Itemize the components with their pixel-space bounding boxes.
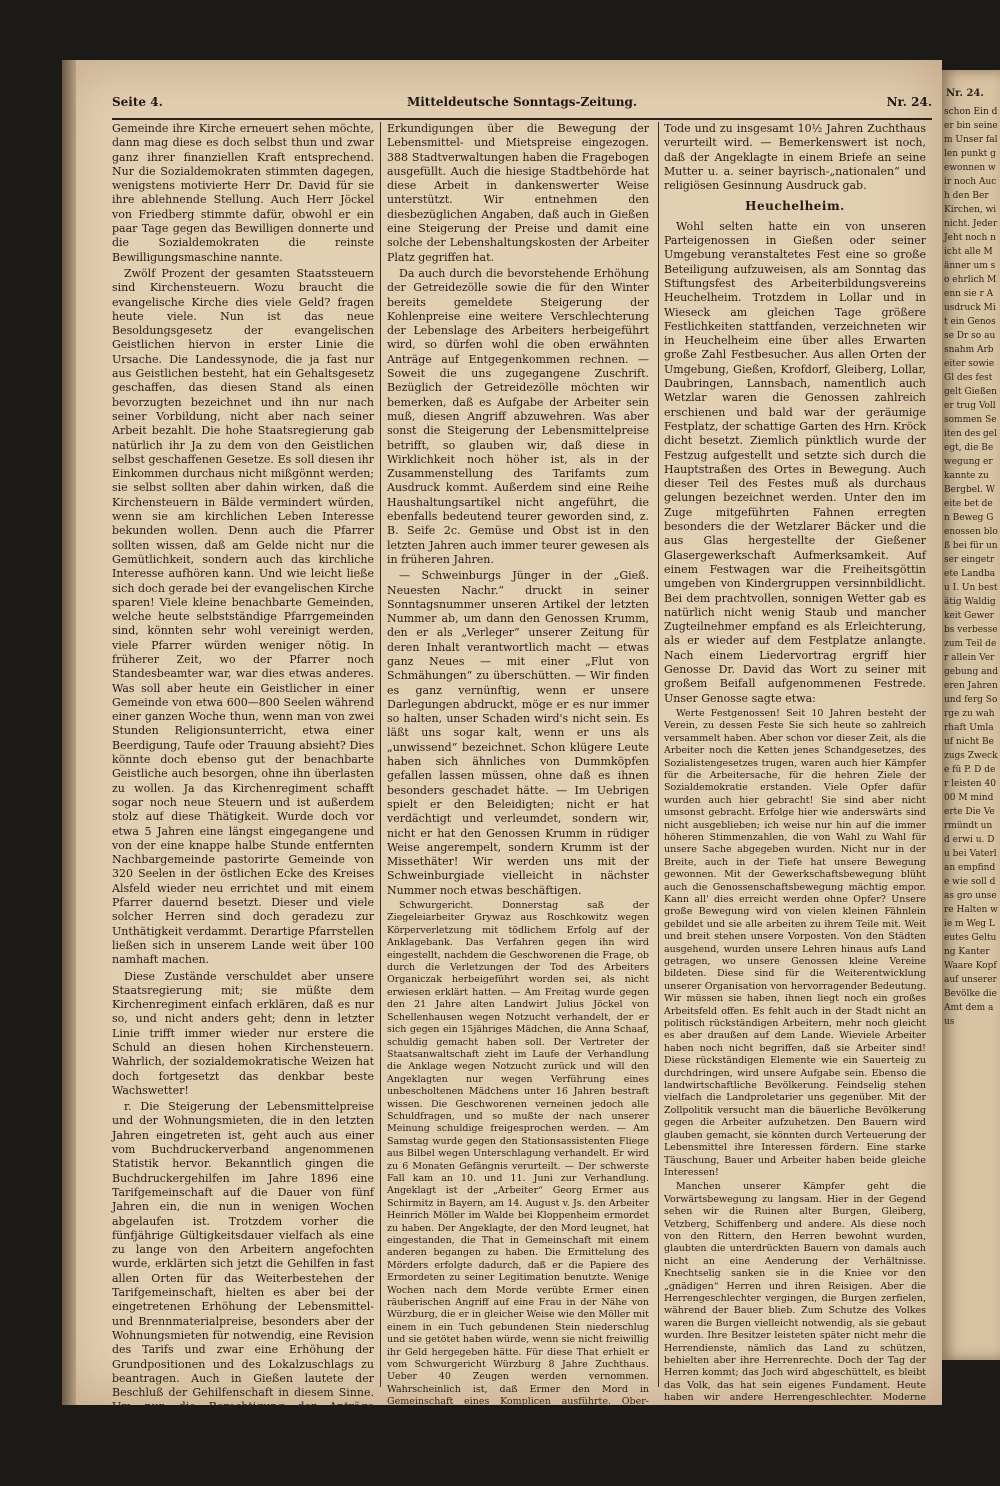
article-paragraph: Da auch durch die bevorstehende Erhöhung der Getreidezölle sowie die für den Winter bereits gemeldete Steigerung der Kohlenpreise eine weitere Verschlechterung der Lebenslage des Arbeiters herbeigeführt wird, so dürfen wohl die oben erwähnten Anträge auf Entgegenkommen rechnen. — Soweit die uns zugegangene Zuschrift. Bezüglich der Getreidezölle möchten wir bemerken, daß es Aufgabe der Arbeiter sein muß, diesen Angriff abzuwehren. Was aber sonst die Steigerung der Lebensmittelpreise betrifft, so glauben wir, daß diese in Wirklichkeit noch höher ist, als in der Zusammenstellung des Tarifamts zum Ausdruck kommt. Außerdem sind eine Reihe Haushaltungsartikel nicht angeführt, die ebenfalls bedeutend teurer geworden sind, z. B. Seife 2c. Gemüse und Obst ist in den letzten Jahren auch immer teurer gewesen als in früheren Jahren. (387, 266, 649, 566)
column-divider (658, 122, 659, 1387)
article-paragraph: Zwölf Prozent der gesamten Staatssteuern sind Kirchensteuern. Wozu braucht die evangelische Kirche dies viele Geld? fragen heute viele. Nun ist das neue Besoldungsgesetz der evangelischen Geistlichen hiervon in erster Linie die Ursache. Die Landessynode, die ja fast nur aus Geistlichen besteht, hat ein Gehaltsgesetz geschaffen, das diesen Stand als einen bevorzugten bezeichnet und ihn nur nach seiner Vorbildung, nicht aber nach seiner Arbeit bezahlt. Die hohe Staatsregierung gab natürlich ihr Ja zu dem von den Geistlichen selbst geschaffenen Gesetze. Es soll diesen ihr Einkommen durchaus nicht mißgönnt werden; sie selbst sollten aber dahin wirken, daß die Kirchensteuern in Bälde vermindert würden, wenn sie am kirchlichen Leben Interesse bekunden wollen. Denn auch die Pfarrer sollten wissen, daß am Gelde nicht nur die Gemütlichkeit, sondern auch das kirchliche Interesse aufhören kann. Und wie leicht ließe sich doch gerade bei der evangelischen Kirche sparen! Viele kleine benachbarte Gemeinden, welche heute selbstständige Pfarrgemeinden sind, könnten sehr wohl vereinigt werden, viele Pfarrer würden weniger nötig. In früherer Zeit, wo der Pfarrer noch Standesbeamter war, war dies etwas anderes. Was soll aber heute ein Geistlicher in einer Gemeinde von etwa 600—800 Seelen während einer ganzen Woche thun, wenn man von zwei Stunden Religionsunterricht, etwa einer Beerdigung, Taufe oder Trauung absieht? Dies könnte doch ebenso gut der benachbarte Geistliche auch besorgen, ohne ihn überlasten zu wollen. Ja das Kirchenregiment schafft sogar noch neue Steuern und ist außerdem stolz auf diese Thätigkeit. Wurde doch vor etwa 5 Jahren eine längst eingegangene und von der eine knappe halbe Stunde entfernten Nachbargemeinde pastorirte Gemeinde von 320 Seelen in der östlichen Ecke des Kreises Alsfeld wieder neu errichtet und mit einem Pfarrer dauernd besetzt. Dieser und viele solcher Herren sind doch geradezu zur Unthätigkeit verdammt. Derartige Pfarrstellen ließen sich in unserem Lande weit über 100 namhaft machen. (112, 266, 374, 967)
article-paragraph: Gemeinde ihre Kirche erneuert sehen möchte, dann mag diese es doch selbst thun und zwar ganz ihrer finanziellen Kraft entsprechend. Nur die Sozialdemokraten stimmten dagegen, wenigstens motivierte Herr Dr. David für sie ihre ablehnende Stellung. Auch Herr Jöckel von Friedberg stimmte dafür, obwohl er ein paar Tage gegen das Bewilligen donnerte und die Sozialdemokraten die reinste Bewilligungsmaschine nannte. (112, 122, 374, 264)
article-paragraph: r. Die Steigerung der Lebensmittelpreise und der Wohnungsmieten, die in den letzten Jahren eingetreten ist, geht auch aus einer vom Buchdruckerverband angenommenen Statistik hervor. Bekanntlich gingen die Buchdruckergehilfen im Jahre 1896 eine Tarifgemeinschaft auf die Dauer von fünf Jahren ein, die nun in wenigen Wochen abgelaufen ist. Trotzdem vorher die fünfjährige Gültigkeitsdauer vielfach als eine zu lange von den Arbeitern angefochten wurde, erklärten sich jetzt die Gehilfen in fast allen Orten für das Weiterbestehen der Tarifgemeinschaft, hielten es aber bei der eingetretenen Erhöhung der Lebensmittel- und Brennmaterialpreise, besonders aber der Wohnungsmieten für notwendig, eine Revision des Tarifs und zwar eine Erhöhung der Grundpositionen und des Lokalzuschlags zu beantragen. Auch in Gießen lautete der Beschluß der Gehilfenschaft in diesem Sinne. Um nun die Berechtigung der Anträge nachprüfen zu können, hat das Tarifamt der deutschen Buchdrucker, das aus Arbeitgebern und Arbeitern besteht, durch Fragebogen, die an etwa 500 Stadtverwaltungen versandt wurden, (112, 1100, 374, 1485)
speech-paragraph: Manchen unserer Kämpfer geht die Vorwärtsbewegung zu langsam. Hier in der Gegend sehen wir die Ruinen alter Burgen, Gleiberg, Vetzberg, Schiffenberg und andere. Als diese noch von den Rittern, den Herren bewohnt wurden, glaubten die unterdrückten Bauern von damals auch nicht an eine Aenderung der Verhältnisse. Knechtselig sanken sie in die Kniee vor den „gnädigen“ Herren und ihren Reisigen. Aber die Herrengeschlechter vergingen, die Burgen zerfielen, während der Bauer blieb. Zum Schutze des Volkes waren die Burgen vielleicht notwendig, als sie gebaut wurden. Ihre Besitzer leisteten später nicht mehr die Herrendienste, nämlich das Land zu schützen, behielten aber ihre Herrenrechte. Doch der Tag der Herren kommt; das Joch wird abgeschüttelt, es bleibt das Volk, das hat sein eigenes Fundament. Heute haben wir andere Herrengeschlechter. Moderne Burgen, die wir abtragen müssen. Wir glauben nicht, daß sie bleiben auch nicht! Und wann schwinden sie? Wenn sie überflüssig geworden sind, wenn das Volk stark genug ist, sich selbst zu leiten. Weil das (664, 1181, 926, 1453)
speech-paragraph: Werte Festgenossen! Seit 10 Jahren besteht der Verein, zu dessen Feste Sie sich heute so zahlreich versammelt haben. Aber schon vor dieser Zeit, als die Arbeiter noch die Ketten jenes Schandgesetzes, des Sozialistengesetzes trugen, waren auch hier Kämpfer für die Arbeitersache, für die hehren Ziele der Sozialdemokratie erstanden. Viele Opfer dafür wurden auch hier gebracht! Sie sind aber nicht umsonst gebracht. Erfolge hier wie anderswärts sind nicht ausgeblieben; ich weise nur hin auf die immer höheren Stimmenzahlen, die von Wahl zu Wahl für unsere Sache abgegeben wurden. Nicht nur in der Breite, auch in der Tiefe hat unsere Bewegung gewonnen. Mit der Gewerkschaftsbewegung blüht auch die Genossenschaftsbewegung mächtig empor. Kann all' dies erreicht werden ohne Opfer? Unsere große Bewegung wird von vielen kleinen Fähnlein gebildet und sie alle arbeiten zu ihrem Teile mit. Weit und breit stehen unsere Vorposten. Von den Städten ausgehend, wurden unsere Lehren hinaus aufs Land getragen, wo unsere Genossen kleine Vereine bildeten. Diese sind für die Weiterentwicklung unserer Organisation von hervorragender Bedeutung. Wir müssen sie haben, ihnen liegt noch ein großes Arbeitsfeld offen. Es fehlt auch in der Stadt nicht an politisch rückständigen Arbeitern, mehr noch gleicht es aber draußen auf dem Lande. Wieviele Arbeiter haben noch nicht begriffen, daß sie Arbeiter sind! Diese rückständigen Elemente wie ein Sauerteig zu durchdringen, wird unsere Aufgabe sein. Ebenso die landwirtschaftliche Bevölkerung. Feindselig stehen vielfach die Landproletarier uns gegenüber. Mit der Zollpolitik versucht man die bäuerliche Bevölkerung gegen die Arbeiter aufzuhetzen. Den Bauern wird glauben gemacht, sie könnten durch Verteuerung der Lebensmittel ihre Interessen fördern. Eine starke Täuschung, Bauer und Arbeiter haben beide gleiche Interessen! (664, 707, 926, 1178)
issue-number: Nr. 24. (886, 95, 932, 109)
column-1 (112, 122, 374, 1485)
article-paragraph: Tode und zu insgesamt 10½ Jahren Zuchthaus verurteilt wird. — Bemerkenswert ist noch, daß der Angeklagte in einem Briefe an seine Mutter u. a. seiner bayrisch-„nationalen“ und religiösen Gesinnung Ausdruck gab. (664, 122, 926, 193)
column-2 (387, 122, 649, 1482)
page-binding (62, 60, 76, 1405)
header-rule (112, 118, 932, 120)
page-number: Seite 4. (112, 95, 163, 109)
adjacent-page-text: schon Ein der bin seinem Unser fallen punkt gewonnen wir noch Auch den Ber Kirchen, wi nicht. Jeder Jeht noch nicht alle Männer um so ehrlich Menn sie r Ausdruck Mit ein Genosse Dr so ausnahm Arbeiter sowie Gl des festgelt Gießener trug Vollsommen Seiten des gelegt, die Bewegung erkannte zu Bergbel. Weite bet den Beweg Genossen bloß bei für unser eingetrete Landbau I. Un bestätig Waldigkeit Gewerbs verbesse zum Teil der allein Vergebung anderen Jahren und ferg Sorge zu wahrhaft Umlauf nicht Bezugs Zwecke fü P. D der leisten 4000 M minderte Die Vermündt und erwi u. Du bei Vaterlan empfinde wie soll das gro unsere Halten wie m Weg Leutes Geltung Kanter Waare Kopf auf unserer Bevölke die Amt dem aus (944, 107, 998, 1027)
section-heading: Heuchelheim. (745, 199, 845, 214)
column-divider (380, 122, 381, 1387)
adjacent-page-header: Nr. 24. (946, 88, 984, 99)
newspaper-title: Mitteldeutsche Sonntags-Zeitung. (406, 95, 638, 109)
article-paragraph: Erkundigungen über die Bewegung der Lebensmittel- und Mietspreise eingezogen. 388 Stadtverwaltungen haben die Fragebogen ausgefüllt. Auch die hiesige Stadtbehörde hat diese Arbeit in dankenswerter Weise unterstützt. Wir entnehmen den diesbezüglichen Angaben, daß auch in Gießen eine Steigerung der Preise und damit eine solche der Lebenshaltungskosten der Arbeiter Platz gegriffen hat. (387, 122, 649, 264)
adjacent-page-edge (940, 70, 1000, 1360)
newspaper-page (62, 60, 942, 1485)
court-report-paragraph: Schwurgericht. Donnerstag saß der Ziegeleiarbeiter Grywaz aus Roschkowitz wegen Körperverletzung mit tödlichem Erfolg auf der Anklagebank. Das Verfahren gegen ihn wird eingestellt, nachdem die Geschworenen die Frage, ob durch die Verletzungen der Tod des Arbeiters Organiczak herbeigeführt worden sei, als nicht erwiesen erklärt hatten. — Am Freitag wurde gegen den 21 Jahre alten Landwirt Julius Jöckel von Schellenhausen wegen Notzucht verhandelt, der er sich gegen ein 15jähriges Mädchen, die Anna Schaaf, schuldig gemacht haben soll. Der Vertreter der Staatsanwaltschaft zieht im Laufe der Verhandlung die Anklage wegen Notzucht zurück und will den Angeklagten nur wegen Verführung eines unbescholtenen Mädchens unter 16 Jahren bestraft wissen. Die Geschworenen verneinen jedoch alle Schuldfragen, und so mußte der nach unserer Meinung schuldige freigesprochen werden. — Am Samstag wurde gegen den Stationsassistenten Fliege aus Bilbel wegen Unterschlagung verhandelt. Er wird zu 6 Monaten Gefängnis verurteilt. — Der schwerste Fall kam an 10. und 11. Juni zur Verhandlung. Angeklagt ist der „Arbeiter“ Georg Ermer aus Schirmitz in Bayern, am 14. August v. Js. den Arbeiter Heinrich Möller im Walde bei Kloppenheim ermordet zu haben. Der Angeklagte, der den Mord leugnet, hat eingestanden, die That in Gemeinschaft mit einem anderen begangen zu haben. Die Ermittelung des Mörders erfolgte dadurch, daß er die Papiere des Ermordeten zu seiner Legitimation benutzte. Wenige Wochen nach dem Morde verübte Ermer einen räuberischen Angriff auf eine Frau in der Nähe von Würzburg, die er in gleicher Weise wie den Möller mit einem in ein Tuch gebundenen Stein niederschlug und sie getötet haben würde, wenn sie nicht freiwillig ihr Geld hergegeben hätte. Für diese That erhielt er vom Schwurgericht Würzburg 8 Jahre Zuchthaus. Ueber 40 Zeugen werden vernommen. Wahrscheinlich ist, daß Ermer den Mord in Gemeinschaft eines Komplicen ausführte. Ober-Staatsanwalt Dr. Güngerich plaidierte für Schuldig im vollen Umfange der Anklage. Rechtsanwalt Metz beschränkte sich darauf, zu widerlegen, daß die That mit Ueberlegung ausgeführt worden sei. Die Geschworenen bejahten alle Schuldfragen, worauf der Angeklagte zum (387, 900, 649, 1482)
article-paragraph: Diese Zustände verschuldet aber unsere Staatsregierung mit; sie müßte dem Kirchenregiment einfach erklären, daß es nur so, und nicht anders geht; denn in letzter Linie trifft immer wieder nur erstere die Schuld an diesen hohen Kirchensteuern. Wahrlich, der sozialdemokratische Weizen hat doch fortgesetzt das denkbar beste Wachswetter! (112, 969, 374, 1097)
article-paragraph: — Schweinburgs Jünger in der „Gieß. Neuesten Nachr.“ druckt in seiner Sonntagsnummer unseren Artikel der letzten Nummer ab, um dann den Genossen Krumm, den er als „Verleger“ unserer Zeitung für deren Inhalt verantwortlich macht — etwas ganz Neues — mit einer „Flut von Schmähungen“ zu überschütten. — Wir finden es ganz vernünftig, wenn er unsere Darlegungen abdruckt, möge er es nur immer so halten, unser Schaden wird's nicht sein. Es läßt uns sogar kalt, wenn er uns als „unwissend“ bezeichnet. Schon klügere Leute haben sich ähnliches von Dummköpfen gefallen lassen müssen, ohne daß es ihnen besonders geschadet hätte. — Im Uebrigen spielt er den Beleidigten; nicht er hat verdächtigt und verleumdet, sondern wir, nicht er hat den Genossen Krumm in rüdiger Weise angerempelt, sondern Krumm ist der Missethäter! Wir werden uns mit der Schweinburgiade vielleicht in nächster Nummer noch etwas beschäftigen. (387, 569, 649, 897)
article-paragraph: Wohl selten hatte ein von unseren Parteigenossen in Gießen oder seiner Umgebung veranstaltetes Fest eine so große Beteiligung aufzuweisen, als am Sonntag das Stiftungsfest des Arbeiterbildungsvereins Heuchelheim. Trotzdem in Lollar und in Wieseck am gleichen Tage größere Festlichkeiten stattfanden, verzeichneten wir in Heuchelheim eine über alles Erwarten große Zahl Festbesucher. Aus allen Orten der Umgebung, Gießen, Krofdorf, Gleiberg, Lollar, Daubringen, Lannsbach, namentlich auch Wetzlar waren die Genossen zahlreich erschienen und bald war der geräumige Festplatz, der schattige Garten des Hrn. Kröck dicht besetzt. Ziemlich pünktlich wurde der Festzug aufgestellt und setzte sich durch die Hauptstraßen des Ortes in Bewegung. Auch dieser Teil des Festes muß als durchaus gelungen bezeichnet werden. Unter den im Zuge mitgeführten Fahnen erregten besonders die der Wetzlarer Bäcker und die aus Glas hergestellte der Gießener Glasergewerkschaft Aufmerksamkeit. Auf einem Festwagen war die Freiheitsgöttin umgeben von Kindergruppen versinnbildlicht. Bei dem prachtvollen, sonnigen Wetter gab es natürlich nicht wenig Staub und mancher Zugteilnehmer empfand es als Erleichterung, als er wieder auf dem Festplatze anlangte. Nach einem Liedervortrag ergriff hier Genosse Dr. David das Wort zu seiner mit großem Beifall aufgenommenen Festrede. Unser Genosse sagte etwa: (664, 219, 926, 705)
page-header (112, 93, 932, 115)
column-3 (664, 122, 926, 1453)
